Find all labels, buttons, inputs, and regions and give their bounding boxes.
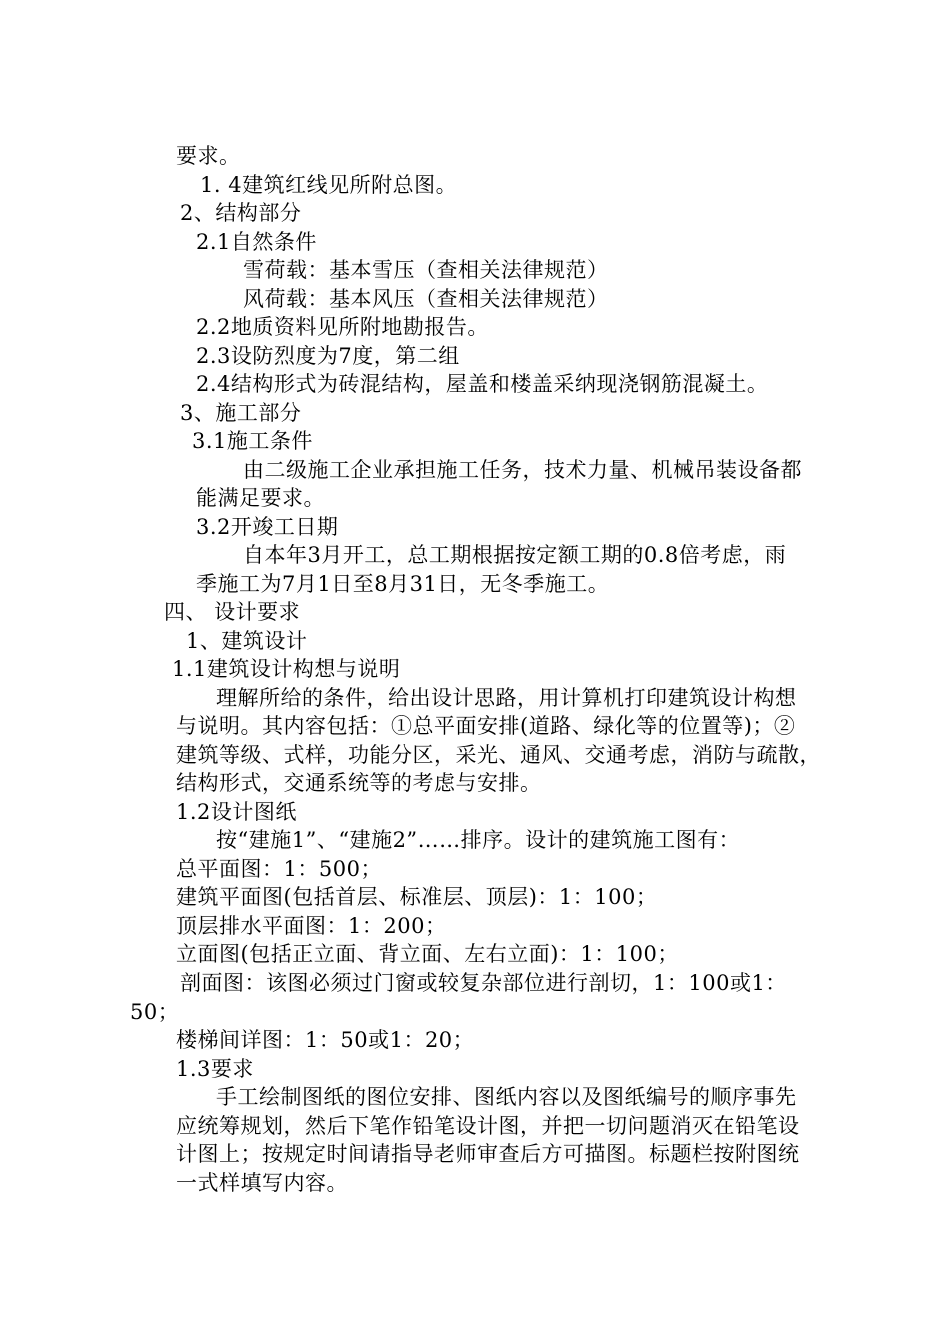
text-line: 要求。 <box>176 144 241 168</box>
text-line: 计图上；按规定时间请指导老师审查后方可描图。标题栏按附图统 <box>176 1142 800 1166</box>
subsection-heading: 3.2开竣工日期 <box>196 515 339 539</box>
subsection-heading: 1.3要求 <box>176 1057 254 1081</box>
text-line: 按“建施1”、“建施2”……排序。设计的建筑施工图有： <box>216 828 741 852</box>
text-line: 自本年3月开工，总工期根据按定额工期的0.8倍考虑，雨 <box>243 543 787 567</box>
text-line: 建筑等级、式样，功能分区，采光、通风、交通考虑，消防与疏散， <box>176 743 821 767</box>
section-heading: 3、施工部分 <box>180 401 302 425</box>
text-line: 立面图(包括正立面、背立面、左右立面)：1：100； <box>176 942 679 966</box>
text-line: 50； <box>130 1000 180 1024</box>
section-heading: 2、结构部分 <box>180 201 302 225</box>
text-line: 由二级施工企业承担施工任务，技术力量、机械吊装设备都 <box>243 458 802 482</box>
text-line: 剖面图：该图必须过门窗或较复杂部位进行剖切，1：100或1： <box>180 971 787 995</box>
chapter-heading: 四、 设计要求 <box>164 600 301 624</box>
subsection-heading: 2.1自然条件 <box>196 230 317 254</box>
text-line: 能满足要求。 <box>196 486 325 510</box>
text-line: 雪荷载：基本雪压（查相关法律规范） <box>243 258 609 282</box>
subsection-heading: 3.1施工条件 <box>192 429 313 453</box>
text-line: 顶层排水平面图：1：200； <box>176 914 447 938</box>
text-line: 总平面图：1：500； <box>176 857 382 881</box>
text-line: 手工绘制图纸的图位安排、图纸内容以及图纸编号的顺序事先 <box>216 1085 797 1109</box>
text-line: 理解所给的条件，给出设计思路，用计算机打印建筑设计构想 <box>216 686 797 710</box>
text-line: 1. 4建筑红线见所附总图。 <box>200 173 458 197</box>
text-line: 楼梯间详图：1：50或1：20； <box>176 1028 475 1052</box>
text-line: 2.4结构形式为砖混结构，屋盖和楼盖采纳现浇钢筋混凝土。 <box>196 372 769 396</box>
text-line: 2.2地质资料见所附地勘报告。 <box>196 315 489 339</box>
section-heading: 1、建筑设计 <box>186 629 308 653</box>
text-line: 季施工为7月1日至8月31日，无冬季施工。 <box>196 572 610 596</box>
text-line: 与说明。其内容包括：①总平面安排(道路、绿化等的位置等)；② <box>176 714 796 738</box>
subsection-heading: 1.1建筑设计构想与说明 <box>172 657 401 681</box>
subsection-heading: 1.2设计图纸 <box>176 800 297 824</box>
text-line: 一式样填写内容。 <box>176 1171 348 1195</box>
text-line: 风荷载：基本风压（查相关法律规范） <box>243 287 609 311</box>
text-line: 结构形式，交通系统等的考虑与安排。 <box>176 771 542 795</box>
text-line: 应统筹规划，然后下笔作铅笔设计图，并把一切问题消灭在铅笔设 <box>176 1114 800 1138</box>
text-line: 2.3设防烈度为7度，第二组 <box>196 344 460 368</box>
text-line: 建筑平面图(包括首层、标准层、顶层)：1：100； <box>176 885 658 909</box>
